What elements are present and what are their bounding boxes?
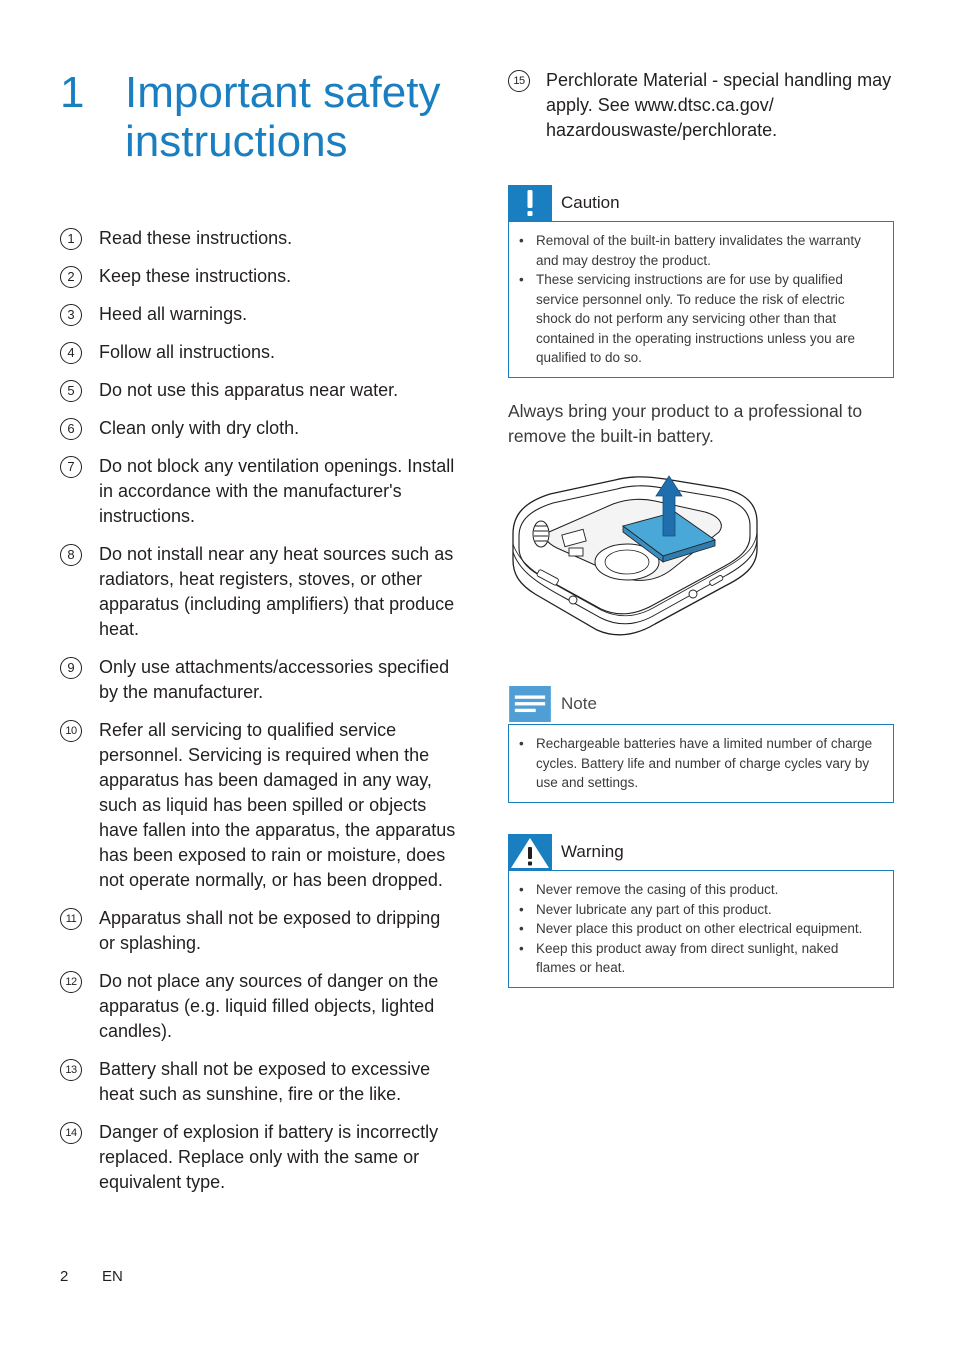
item-text: Only use attachments/accessories specified by the manufacturer. (99, 657, 450, 702)
item-text: Apparatus shall not be exposed to dripping or splashing. (99, 908, 441, 953)
note-label: Note (561, 694, 597, 713)
caution-box (508, 221, 894, 378)
battery-removal-illustration (505, 474, 760, 644)
item-number: 6 (60, 418, 82, 440)
item-number: 13 (60, 1059, 82, 1081)
list-item (60, 454, 460, 529)
list-item (60, 1120, 460, 1195)
note-list (519, 734, 881, 793)
chapter-number: 1 (60, 68, 85, 117)
warning-item: • Never place this product on other electrical equipment. (519, 919, 881, 939)
item-text: Do not place any sources of danger on the apparatus (e.g. liquid filled objects, lighted candles). (99, 971, 439, 1041)
caution-label: Caution (561, 193, 620, 212)
list-item (60, 226, 460, 251)
list-item (60, 542, 460, 642)
item-text: Battery shall not be exposed to excessive heat such as sunshine, fire or the like. (99, 1059, 431, 1104)
item-text: Read these instructions. (99, 228, 293, 248)
item-number: 10 (60, 720, 82, 742)
note-icon (508, 686, 552, 722)
item-text: Do not use this apparatus near water. (99, 380, 399, 400)
item-number: 4 (60, 342, 82, 364)
caution-list (519, 231, 881, 368)
warning-box (508, 870, 894, 988)
note-header (508, 686, 894, 722)
item-number: 1 (60, 228, 82, 250)
item-text: Keep these instructions. (99, 266, 292, 286)
instruction-list (60, 226, 460, 1208)
warning-header (508, 834, 894, 870)
list-item (60, 655, 460, 705)
list-item (60, 718, 460, 893)
item-text: Heed all warnings. (99, 304, 248, 324)
warning-item: • Never lubricate any part of this product. (519, 900, 881, 920)
caution-item: • These servicing instructions are for use by qualified service personnel only. To reduce the risk of electric shock do not perform any servicing other than that contained in the operating instructions unless you are qualified to do so. (519, 270, 881, 368)
list-item (508, 68, 898, 143)
warning-triangle-icon (508, 834, 552, 870)
warning-label: Warning (561, 842, 624, 861)
item-number: 14 (60, 1122, 82, 1144)
item-number: 9 (60, 657, 82, 679)
warning-item: • Keep this product away from direct sunlight, naked flames or heat. (519, 939, 881, 978)
warning-list (519, 880, 881, 978)
item-text: Perchlorate Material - special handling may apply. See www.dtsc.ca.gov/ hazardouswaste/perchlorate. (546, 70, 892, 140)
list-item (60, 1057, 460, 1107)
item-number: 8 (60, 544, 82, 566)
list-item (60, 264, 460, 289)
list-item (60, 969, 460, 1044)
item-text: Danger of explosion if battery is incorrectly replaced. Replace only with the same or equivalent type. (99, 1122, 439, 1192)
item-number: 15 (508, 70, 530, 92)
note-box (508, 724, 894, 803)
battery-removal-note: Always bring your product to a professional to remove the built-in battery. (508, 401, 863, 446)
item-number: 3 (60, 304, 82, 326)
item-number: 11 (60, 908, 82, 930)
warning-item: • Never remove the casing of this product. (519, 880, 881, 900)
caution-header (508, 185, 894, 221)
item-text: Do not block any ventilation openings. Install in accordance with the manufacturer's instructions. (99, 456, 455, 526)
note-item: • Rechargeable batteries have a limited number of charge cycles. Battery life and number of charge cycles vary by use and settings. (519, 734, 881, 793)
item-number: 5 (60, 380, 82, 402)
list-item (60, 906, 460, 956)
item-text: Do not install near any heat sources such as radiators, heat registers, stoves, or other apparatus (including amplifiers) that produce heat. (99, 544, 455, 639)
exclamation-icon (508, 185, 552, 221)
item-text: Refer all servicing to qualified service personnel. Servicing is required when the apparatus has been damaged in any way, such as liquid has been spilled or objects have fallen into the apparatus, the apparatus has been exposed to rain or moisture, does not operate normally, or has been dropped. (99, 720, 456, 890)
caution-item: • Removal of the built-in battery invalidates the warranty and may destroy the product. (519, 231, 881, 270)
page-number: 2 (60, 1268, 69, 1285)
item-number: 2 (60, 266, 82, 288)
list-item (60, 416, 460, 441)
list-item (60, 340, 460, 365)
list-item (60, 302, 460, 327)
item-number: 7 (60, 456, 82, 478)
item-text: Follow all instructions. (99, 342, 276, 362)
language-code: EN (102, 1268, 123, 1285)
item-number: 12 (60, 971, 82, 993)
chapter-title: Important safety instructions (125, 68, 441, 166)
item-text: Clean only with dry cloth. (99, 418, 300, 438)
list-item (60, 378, 460, 403)
